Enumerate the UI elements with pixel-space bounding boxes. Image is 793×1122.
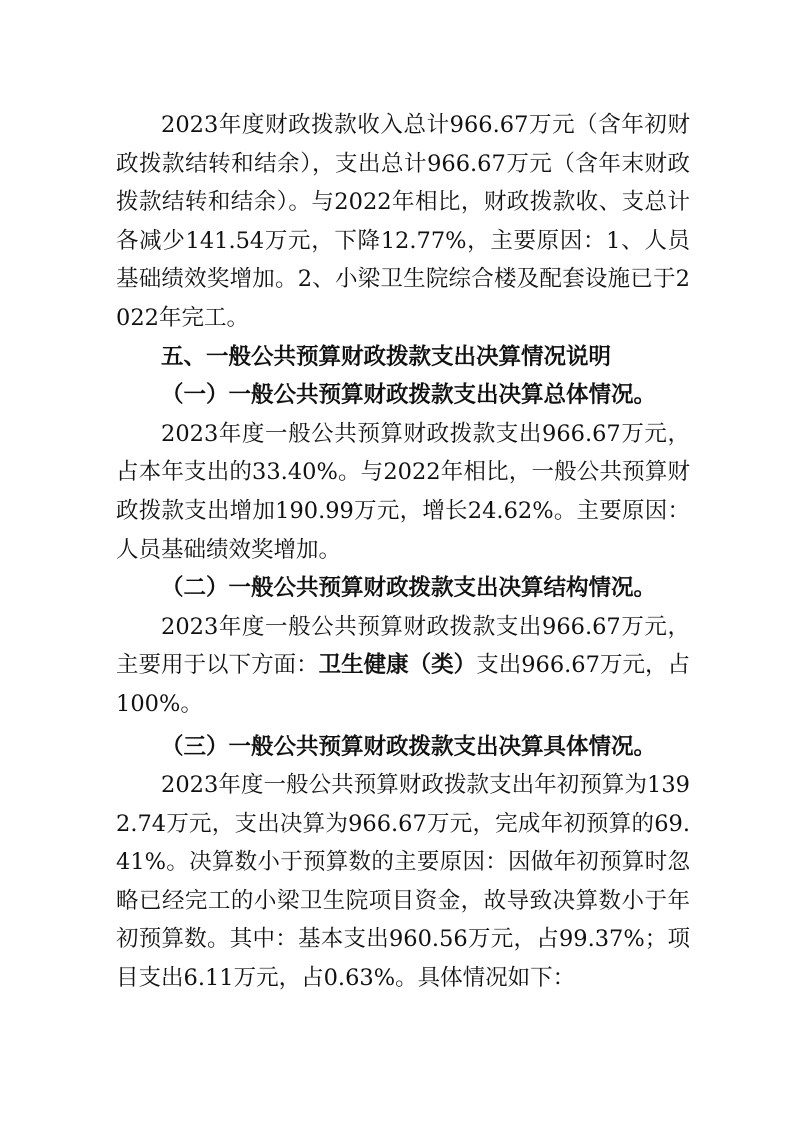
paragraph-fiscal-totals: 2023年度财政拨款收入总计966.67万元（含年初财政拨款结转和结余），支出总计966.67万元（含年末财政拨款结转和结余）。与2022年相比，财政拨款收、支总计各减少141.54万元，下降12.77%，主要原因：1、人员基础绩效奖增加。2、小梁卫生院综合楼及配套设施已于2022年完工。	[116, 112, 690, 331]
subsection-2-heading: （二）一般公共预算财政拨款支出决算结构情况。	[161, 575, 657, 602]
structure-text-tail: 支出966.67万元，占100%。	[116, 652, 690, 717]
section-5-heading: 五、一般公共预算财政拨款支出决算情况说明	[161, 343, 612, 370]
subsection-1-heading: （一）一般公共预算财政拨款支出决算总体情况。	[161, 382, 657, 409]
paragraph-specific-expenditure: 2023年度一般公共预算财政拨款支出年初预算为1392.74万元，支出决算为966.67万元，完成年初预算的69.41%。决算数小于预算数的主要原因：因做年初预算时忽略已经完工的小梁卫生院项目资金，故导致决算数小于年初预算数。其中：基本支出960.56万元，占99.37%；项目支出6.11万元，占0.63%。具体情况如下：	[116, 772, 690, 992]
subsection-3-heading: （三）一般公共预算财政拨款支出决算具体情况。	[161, 733, 657, 760]
document-body	[116, 106, 690, 998]
structure-category-health: 卫生健康（类）	[318, 652, 477, 679]
structure-text-lead: 2023年度一般公共预算财政拨款支出966.67万元，主要用于以下方面：	[116, 613, 690, 679]
paragraph-expenditure-structure	[116, 608, 690, 724]
paragraph-overall-expenditure: 2023年度一般公共预算财政拨款支出966.67万元，占本年支出的33.40%。与2022年相比，一般公共预算财政拨款支出增加190.99万元，增长24.62%。主要原因：人员基础绩效奖增加。	[116, 420, 690, 563]
